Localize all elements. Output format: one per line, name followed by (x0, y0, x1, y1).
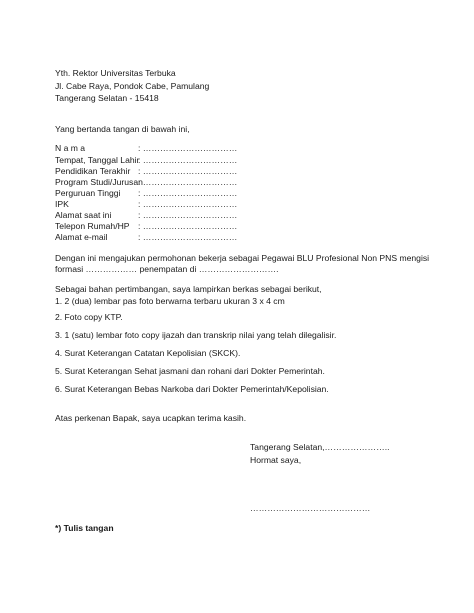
field-label-ipk: IPK (55, 199, 69, 209)
field-label-alamat: Alamat saat ini (55, 210, 112, 220)
field-value-telepon: : …………………………… (138, 221, 238, 231)
recipient-line-3: Tangerang Selatan - 15418 (55, 93, 159, 103)
closing-text: Atas perkenan Bapak, saya ucapkan terima kasih. (55, 413, 247, 423)
field-value-pt: : …………………………… (138, 188, 238, 198)
recipient-line-2: Jl. Cabe Raya, Pondok Cabe, Pamulang (55, 81, 210, 91)
recipient-line-1: Yth. Rektor Universitas Terbuka (55, 68, 176, 78)
field-value-nama: : …………………………… (138, 143, 238, 153)
field-label-pt: Perguruan Tinggi (55, 188, 121, 198)
attachment-item-3: 3. 1 (satu) lembar foto copy ijazah dan transkrip nilai yang telah dilegalisir. (55, 330, 337, 340)
field-value-pendidikan: : …………………………… (138, 166, 238, 176)
signature-line: …………………………………… (250, 503, 371, 513)
signature-place-date: Tangerang Selatan,………………….. (250, 442, 390, 452)
attachment-item-5: 5. Surat Keterangan Sehat jasmani dan rohani dari Dokter Pemerintah. (55, 366, 325, 376)
attachments-intro: Sebagai bahan pertimbangan, saya lampirkan berkas sebagai berikut, (55, 284, 322, 294)
field-value-email: : …………………………… (138, 232, 238, 242)
greeting: Yang bertanda tangan di bawah ini, (55, 124, 190, 134)
application-line-2: formasi ……………… penempatan di ………………………. (55, 264, 279, 274)
field-label-telepon: Telepon Rumah/HP (55, 221, 130, 231)
attachment-item-6: 6. Surat Keterangan Bebas Narkoba dari Dokter Pemerintah/Kepolisian. (55, 384, 329, 394)
application-line-1: Dengan ini mengajukan permohonan bekerja sebagai Pegawai BLU Profesional Non PNS mengisi (55, 253, 430, 263)
field-label-pendidikan: Pendidikan Terakhir (55, 166, 131, 176)
field-value-ttl: : …………………………… (138, 155, 238, 165)
field-label-nama: N a m a (55, 143, 86, 153)
attachment-item-1: 1. 2 (dua) lembar pas foto berwarna terbaru ukuran 3 x 4 cm (55, 296, 285, 306)
handwritten-note: *) Tulis tangan (55, 523, 114, 533)
field-label-prodi: Program Studi/Jurusan (55, 177, 143, 187)
field-label-email: Alamat e-mail (55, 232, 108, 242)
attachment-item-4: 4. Surat Keterangan Catatan Kepolisian (SKCK). (55, 348, 241, 358)
field-value-alamat: : …………………………… (138, 210, 238, 220)
field-label-ttl: Tempat, Tanggal Lahir (55, 155, 140, 165)
field-value-ipk: : …………………………… (138, 199, 238, 209)
attachment-item-2: 2. Foto copy KTP. (55, 312, 123, 322)
field-value-prodi: : …………………………… (138, 177, 238, 187)
signature-regards: Hormat saya, (250, 455, 302, 465)
